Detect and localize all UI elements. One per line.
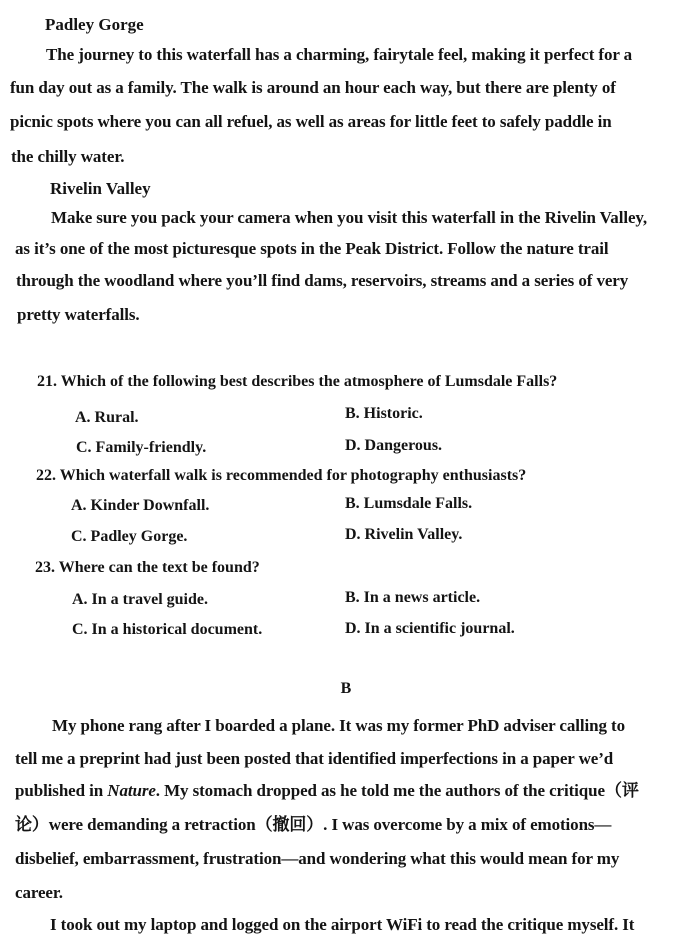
question-22-stem: 22. Which waterfall walk is recommended for photography enthusiasts? — [36, 467, 527, 484]
passage-b-line-3-start: published in — [15, 781, 108, 800]
rivelin-line-4: pretty waterfalls. — [17, 305, 140, 324]
question-22-option-c: C. Padley Gorge. — [71, 528, 188, 545]
question-21-option-a: A. Rural. — [75, 409, 139, 426]
question-21-option-d: D. Dangerous. — [345, 437, 443, 454]
passage-b-line-4: 论）were demanding a retraction（撤回）. I was overcome by a mix of emotions— — [15, 815, 612, 834]
passage-b-line-2: tell me a preprint had just been posted that identified imperfections in a paper we’d — [15, 749, 614, 768]
padley-line-1: The journey to this waterfall has a charming, fairytale feel, making it perfect for a — [46, 45, 633, 64]
passage-b-line-1: My phone rang after I boarded a plane. It was my former PhD adviser calling to — [52, 716, 626, 735]
section-b-label: B — [340, 680, 352, 697]
question-22-option-d: D. Rivelin Valley. — [345, 526, 463, 543]
passage-b-line-6: career. — [15, 883, 63, 902]
padley-gorge-title: Padley Gorge — [45, 15, 144, 34]
question-21-stem: 21. Which of the following best describes the atmosphere of Lumsdale Falls? — [37, 373, 558, 390]
passage-b-line-3 — [15, 780, 639, 802]
question-23-option-c: C. In a historical document. — [72, 621, 263, 638]
passage-b-line-3-end: . My stomach dropped as he told me the authors of the critique（评 — [155, 781, 639, 800]
question-22-option-a: A. Kinder Downfall. — [71, 497, 210, 514]
rivelin-line-2: as it’s one of the most picturesque spots in the Peak District. Follow the nature trail — [15, 239, 609, 258]
question-23-option-b: B. In a news article. — [345, 589, 481, 606]
question-23-stem: 23. Where can the text be found? — [35, 559, 260, 576]
question-23-option-a: A. In a travel guide. — [72, 591, 208, 608]
passage-b-line-5: disbelief, embarrassment, frustration—and wondering what this would mean for my — [15, 849, 620, 868]
padley-line-2: fun day out as a family. The walk is around an hour each way, but there are plenty of — [10, 78, 616, 97]
rivelin-line-3: through the woodland where you’ll find dams, reservoirs, streams and a series of very — [16, 271, 629, 290]
journal-name: Nature — [107, 781, 156, 800]
question-21-option-b: B. Historic. — [345, 405, 423, 422]
padley-line-3: picnic spots where you can all refuel, as well as areas for little feet to safely paddle in — [10, 112, 612, 131]
rivelin-valley-title: Rivelin Valley — [50, 179, 151, 198]
question-23-option-d: D. In a scientific journal. — [345, 620, 515, 637]
question-21-option-c: C. Family-friendly. — [76, 439, 207, 456]
rivelin-line-1: Make sure you pack your camera when you visit this waterfall in the Rivelin Valley, — [51, 208, 647, 227]
question-22-option-b: B. Lumsdale Falls. — [345, 495, 473, 512]
passage-b-line-7: I took out my laptop and logged on the airport WiFi to read the critique myself. It — [50, 915, 635, 934]
padley-line-4: the chilly water. — [11, 147, 125, 166]
